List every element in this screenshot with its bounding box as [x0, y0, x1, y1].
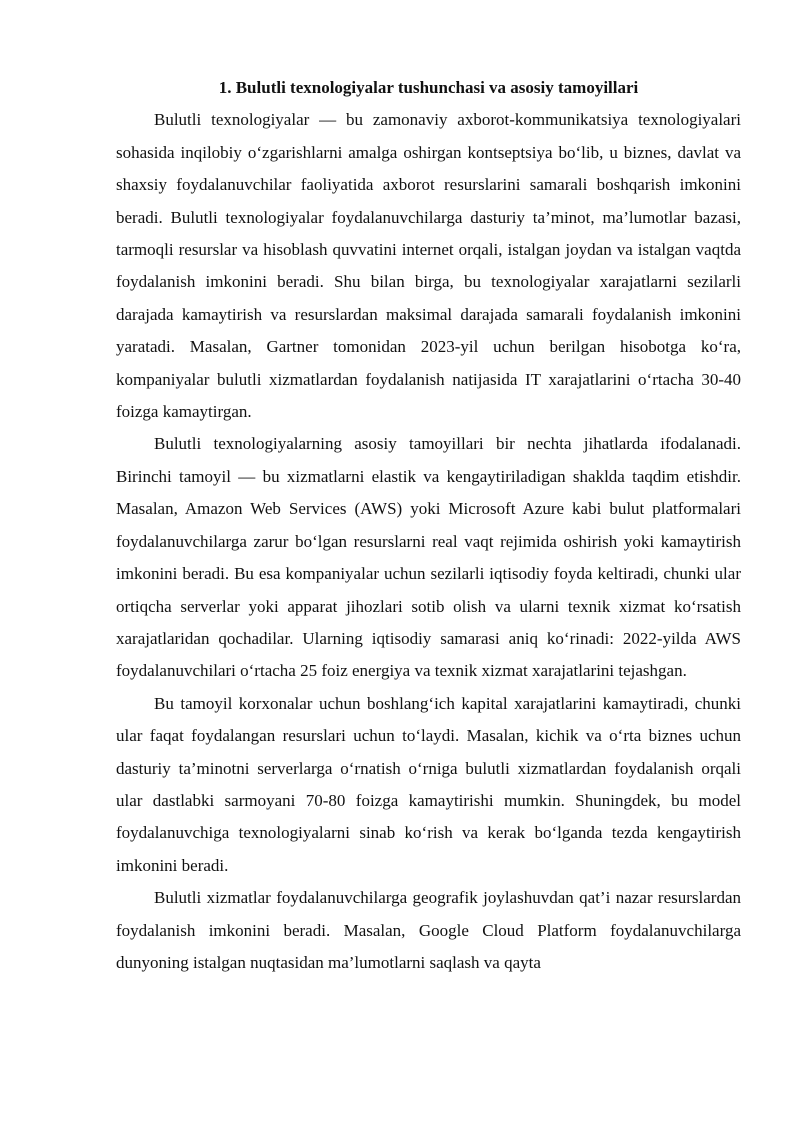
section-heading: 1. Bulutli texnologiyalar tushunchasi va asosiy tamoyillari [218, 78, 639, 97]
document-page [116, 72, 741, 979]
paragraph-capital-costs: Bu tamoyil korxonalar uchun boshlang‘ich kapital xarajatlarini kamaytiradi, chunki ular faqat foydalangan resurslari uchun to‘laydi. Masalan, kichik va o‘rta biznes uchun dasturiy ta’minotni serverlarga o‘rnatish o‘rniga bulutli xizmatlardan foydalanish orqali ular dastlabki sarmoyani 70-80 foizga kamaytirishi mumkin. Shuningdek, bu model foydalanuvchiga texnologiyalarni sinab ko‘rish va kerak bo‘lganda tezda kengaytirish imkonini beradi. [116, 693, 741, 875]
paragraph-cloud-definition: Bulutli texnologiyalar — bu zamonaviy axborot-kommunikatsiya texnologiyalari sohasida inqilobiy o‘zgarishlarni amalga oshirgan kontseptsiya bo‘lib, u biznes, davlat va shaxsiy foydalanuvchilar faoliyatida axborot resurslarini samarali boshqarish imkonini beradi. Bulutli texnologiyalar foydalanuvchilarga dasturiy ta’minot, ma’lumotlar bazasi, tarmoqli resurslar va hisoblash quvvatini internet orqali, istalgan joydan va istalgan vaqtda foydalanish imkonini beradi. Shu bilan birga, bu texnologiyalar xarajatlarni sezilarli darajada kamaytirish va resurslardan maksimal darajada samarali foydalanish imkonini yaratadi. Masalan, Gartner tomonidan 2023-yil uchun berilgan hisobotga ko‘ra, kompaniyalar bulutli xizmatlardan foydalanish natijasida IT xarajatlarini o‘rtacha 30-40 foizga kamaytirgan. [116, 110, 741, 422]
paragraph-geographic-access: Bulutli xizmatlar foydalanuvchilarga geografik joylashuvdan qat’i nazar resurslardan foydalanish imkonini beradi. Masalan, Google Cloud Platform foydalanuvchilarga dunyoning istalgan nuqtasidan ma’lumotlarni saqlash va qayta [116, 888, 741, 972]
paragraph-core-principles: Bulutli texnologiyalarning asosiy tamoyillari bir nechta jihatlarda ifodalanadi. Birinchi tamoyil — bu xizmatlarni elastik va kengaytiriladigan shaklda taqdim etishdir. Masalan, Amazon Web Services (AWS) yoki Microsoft Azure kabi bulut platformalari foydalanuvchilarga zarur bo‘lgan resurslarni real vaqt rejimida oshirish yoki kamaytirish imkonini beradi. Bu esa kompaniyalar uchun sezilarli iqtisodiy foyda keltiradi, chunki ular ortiqcha serverlar yoki apparat jihozlari sotib olish va ularni texnik xizmat ko‘rsatish xarajatlaridan qochadilar. Ularning iqtisodiy samarasi aniq ko‘rinadi: 2022-yilda AWS foydalanuvchilari o‘rtacha 25 foiz energiya va texnik xizmat xarajatlarini tejashgan. [116, 434, 741, 681]
